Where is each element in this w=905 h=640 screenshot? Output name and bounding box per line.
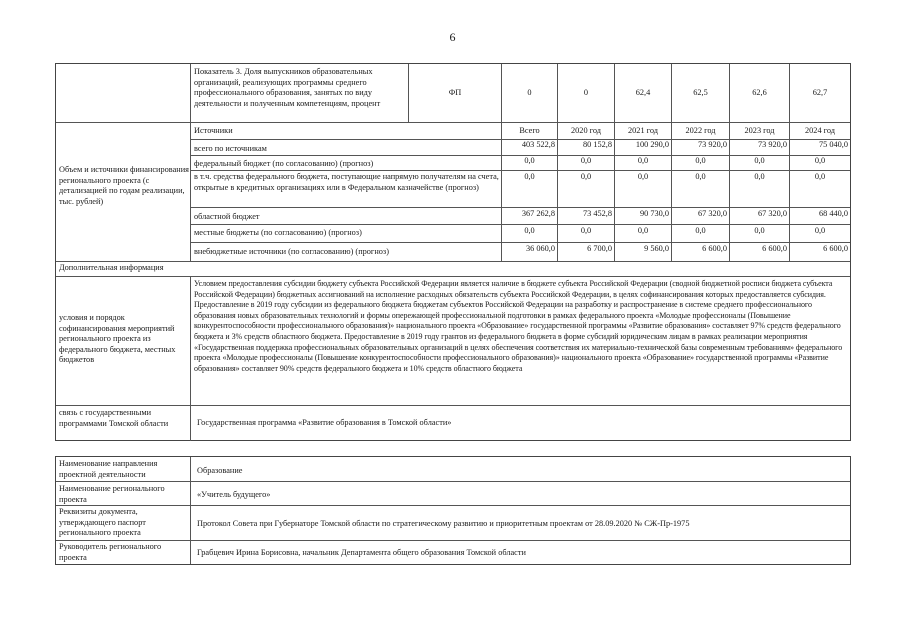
indicator-value: 62,4	[635, 88, 651, 97]
funding-cell: 75 040,0	[818, 140, 848, 149]
project-info-label: Реквизиты документа, утверждающего паспорт регионального проекта	[59, 507, 146, 538]
funding-header: 2024 год	[805, 126, 835, 135]
funding-cell: 6 600,0	[702, 244, 727, 253]
funding-cell: 0,0	[695, 172, 706, 181]
funding-cell: 0,0	[754, 172, 765, 181]
funding-cell: 0,0	[637, 226, 649, 235]
funding-header: Всего	[519, 126, 540, 135]
indicator-value: 0	[527, 88, 532, 97]
funding-cell: 6 600,0	[762, 244, 787, 253]
funding-cell: 403 522,8	[521, 140, 555, 149]
indicator-value: 62,6	[752, 88, 767, 97]
indicator-value: 62,5	[693, 88, 708, 97]
funding-cell: 67 320,0	[757, 209, 787, 218]
funding-cell: 90 730,0	[639, 209, 669, 218]
funding-cell: 36 060,0	[525, 244, 555, 253]
project-info-value: Грабцевич Ирина Борисовна, начальник Департамента общего образования Томской области	[197, 548, 526, 557]
funding-cell: 0,0	[754, 226, 765, 235]
funding-cell: 73 920,0	[697, 140, 727, 149]
funding-cell: 0,0	[814, 172, 826, 181]
link-label: связь с государственными программами Томской области	[59, 408, 169, 428]
funding-cell: 80 152,8	[582, 140, 612, 149]
project-info-label: Наименование направления проектной деятельности	[59, 459, 158, 479]
link-text: Государственная программа «Развитие образования в Томской области»	[197, 418, 452, 427]
funding-cell: 68 440,0	[818, 209, 848, 218]
funding-row-name: федеральный бюджет (по согласованию) (прогноз)	[194, 159, 374, 168]
project-info-value: «Учитель будущего»	[197, 490, 271, 499]
funding-header: 2020 год	[571, 126, 601, 135]
funding-header: 2021 год	[628, 126, 658, 135]
indicator-text: Показатель 3. Доля выпускников образовательных организаций, реализующих программы среднего профессионального образования, занятых по виду деятельности и полученным компетенциям, процент	[194, 67, 381, 108]
indicator-value: 0	[583, 88, 589, 97]
project-info-table	[55, 456, 851, 565]
funding-cell: 0,0	[580, 156, 592, 165]
funding-cell: 0,0	[814, 226, 826, 235]
funding-cell: 0,0	[580, 226, 592, 235]
funding-cell: 0,0	[754, 156, 765, 165]
funding-row-name: всего по источникам	[194, 144, 267, 153]
funding-row-name: в т.ч. средства федерального бюджета, поступающие напрямую получателям на счета, открытые в кредитных организациях или в Федеральном казначействе (прогноз)	[194, 172, 499, 192]
indicator-code: ФП	[448, 88, 462, 97]
funding-cell: 9 560,0	[644, 244, 669, 253]
project-info-value: Образование	[197, 466, 243, 475]
funding-cell: 0,0	[637, 156, 649, 165]
project-info-label: Руководитель регионального проекта	[59, 542, 162, 562]
conditions-text: Условием предоставления субсидии бюджету субъекта Российской Федерации является наличие в бюджете субъекта Российской Федерации (сводной бюджетной росписи бюджета субъекта Российской Федерации) бюджетных ассигнований на исполнение расходных обязательств субъекта Российской Федерации, в целях софинансирования которых предоставляется субсидия. Предоставление в 2019 году субсидии из федерального бюджета бюджетам субъектов Российской Федерации на разработку и распространение в системе среднего профессионального образования новых образовательных технологий и формы опережающей профессиональной подготовки в рамках федерального проекта «Молодые профессионалы (Повышение конкурентоспособности профессионального образования)» национального проекта «Образование» государственной программы «Развитие образования» составляет 97% средств федерального бюджета и 3% средств областного бюджета. Предоставление в 2019 году грантов из федерального бюджета в форме субсидий юридическим лицам в рамках реализации мероприятия «Государственная поддержка профессиональных образовательных организаций в целях обеспечения соответствия их материально-технической базы современным требованиям» федерального проекта «Молодые профессионалы (Повышение конкурентоспособности профессионального образования)» национального проекта «Образование» государственной программы «Развитие образования» составляет 90% средств федерального бюджета и 10% средств областного бюджета	[194, 279, 843, 373]
additional-info-title: Дополнительная информация	[59, 263, 164, 272]
funding-cell: 0,0	[814, 156, 826, 165]
funding-cell: 73 452,8	[582, 209, 612, 218]
funding-cell: 0,0	[524, 226, 535, 235]
funding-row-name: внебюджетные источники (по согласованию) (прогноз)	[194, 247, 389, 256]
funding-cell: 0,0	[580, 172, 592, 181]
indicator-value: 62,7	[812, 88, 828, 97]
funding-header: Источники	[194, 126, 233, 135]
funding-cell: 0,0	[524, 156, 535, 165]
funding-cell: 100 290,0	[635, 140, 669, 149]
project-info-label: Наименование регионального проекта	[59, 484, 165, 504]
page-number: 6	[449, 30, 456, 44]
conditions-label: условия и порядок софинансирования мероприятий регионального проекта из федерального бюджета, местных бюджетов	[59, 313, 176, 365]
funding-header: 2023 год	[744, 126, 775, 135]
funding-row-name: местные бюджеты (по согласованию) (прогноз)	[194, 228, 362, 237]
funding-cell: 0,0	[637, 172, 649, 181]
funding-label: Объем и источники финансирования регионального проекта (с детализацией по годам реализации, тыс. рублей)	[59, 165, 189, 206]
funding-cell: 67 320,0	[697, 209, 727, 218]
passport-table	[55, 63, 851, 441]
project-info-value: Протокол Совета при Губернаторе Томской области по стратегическому развитию и приоритетным проектам от 28.09.2020 № СЖ-Пр-1975	[197, 519, 690, 528]
funding-header: 2022 год	[685, 126, 716, 135]
funding-cell: 367 262,8	[521, 209, 555, 218]
funding-cell: 0,0	[524, 172, 535, 181]
funding-cell: 73 920,0	[757, 140, 787, 149]
funding-row-name: областной бюджет	[194, 212, 260, 221]
funding-cell: 6 600,0	[823, 244, 848, 253]
funding-cell: 0,0	[695, 156, 706, 165]
funding-cell: 6 700,0	[587, 244, 612, 253]
funding-cell: 0,0	[695, 226, 706, 235]
